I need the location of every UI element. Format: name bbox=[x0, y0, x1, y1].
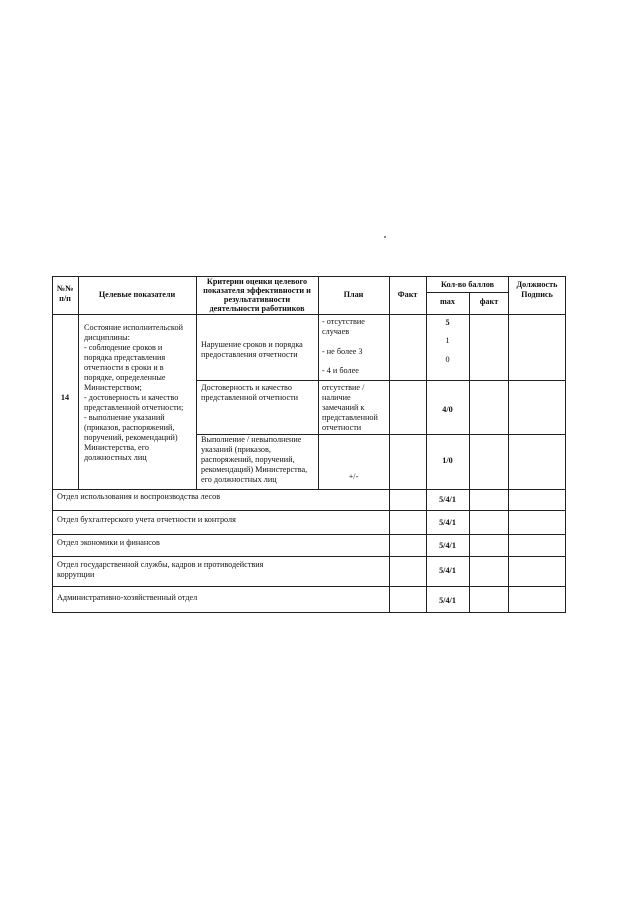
indicator-line: - достоверность и качество bbox=[84, 393, 179, 402]
criterion-line: представленной отчетности bbox=[201, 393, 299, 402]
indicator-line: поручений, рекомендаций) bbox=[84, 433, 178, 442]
criterion-line: предоставления отчетности bbox=[201, 350, 298, 359]
header-num-line2: п/п bbox=[59, 294, 71, 303]
criterion-line: распоряжений, поручений, bbox=[201, 455, 295, 464]
department-max: 5/4/1 bbox=[439, 596, 456, 605]
criterion-line: указаний (приказов, bbox=[201, 445, 271, 454]
header-criteria-line4: деятельности работников bbox=[209, 304, 305, 313]
plan-line: - отсутствие bbox=[322, 317, 365, 326]
header-criteria-line2: показателя эффективности и bbox=[203, 286, 311, 295]
department-max: 5/4/1 bbox=[439, 541, 456, 550]
plan-line: - не более 3 bbox=[322, 347, 363, 356]
header-signature-line2: Подпись bbox=[521, 290, 553, 299]
indicator-line: порядка представления bbox=[84, 353, 166, 362]
indicator-line: - соблюдение сроков и bbox=[84, 343, 163, 352]
max-score: 5 bbox=[445, 318, 450, 327]
criterion-line: его должностных лиц bbox=[201, 475, 277, 484]
header-fact: Факт bbox=[397, 290, 418, 299]
header-criteria-line3: результативности bbox=[223, 295, 291, 304]
header-max: max bbox=[439, 297, 455, 306]
header-fact-points: факт bbox=[479, 297, 499, 306]
department-max: 5/4/1 bbox=[439, 566, 456, 575]
indicator-line: представленной отчетности; bbox=[84, 403, 184, 412]
plan-line: - 4 и более bbox=[322, 366, 359, 375]
plan-line: отсутствие / bbox=[322, 383, 365, 392]
indicator-line: должностных лиц bbox=[84, 453, 147, 462]
header-criteria-line1: Критерии оценки целевого bbox=[206, 277, 308, 286]
department-name: Отдел государственной службы, кадров и противодействия bbox=[57, 560, 264, 569]
department-name: Отдел использования и воспроизводства лесов bbox=[57, 492, 221, 501]
criterion-line: Нарушение сроков и порядка bbox=[201, 340, 303, 349]
criterion-line: рекомендаций) Министерства, bbox=[201, 465, 308, 474]
plan-line: случаев bbox=[322, 327, 350, 336]
indicator-line: отчетности в сроки и в bbox=[84, 363, 164, 372]
plan-line: наличие bbox=[322, 393, 351, 402]
indicator-line: Министерства, его bbox=[84, 443, 149, 452]
department-max: 5/4/1 bbox=[439, 518, 456, 527]
indicator-line: (приказов, распоряжений, bbox=[84, 423, 175, 432]
plan-line: отчетности bbox=[322, 423, 362, 432]
indicator-line: дисциплины: bbox=[84, 333, 130, 342]
department-name: Отдел бухгалтерского учета отчетности и контроля bbox=[57, 515, 236, 524]
department-name: Отдел экономики и финансов bbox=[57, 538, 160, 547]
plan-line: замечаний к bbox=[322, 403, 365, 412]
header-signature-line1: Должность bbox=[516, 280, 558, 289]
max-score: 1 bbox=[445, 336, 450, 345]
max-score: 4/0 bbox=[442, 405, 453, 414]
department-max: 5/4/1 bbox=[439, 495, 456, 504]
department-name: коррупции bbox=[57, 570, 95, 579]
header-num-line1: №№ bbox=[56, 284, 74, 293]
header-plan: План bbox=[343, 290, 364, 299]
indicator-line: порядке, определенные bbox=[84, 373, 166, 382]
criterion-line: Выполнение / невыполнение bbox=[201, 435, 302, 444]
plan-line: +/- bbox=[348, 472, 359, 481]
plan-line: представленной bbox=[322, 413, 378, 422]
indicator-line: Министерством; bbox=[84, 383, 142, 392]
department-name: Административно-хозяйственный отдел bbox=[57, 593, 198, 602]
criterion-line: Достоверность и качество bbox=[201, 383, 292, 392]
header-points: Кол-во баллов bbox=[440, 280, 495, 289]
indicator-line: Состояние исполнительской bbox=[84, 323, 183, 332]
max-score: 0 bbox=[445, 355, 450, 364]
max-score: 1/0 bbox=[442, 456, 453, 465]
row-number: 14 bbox=[60, 393, 70, 402]
indicator-line: - выполнение указаний bbox=[84, 413, 165, 422]
header-targets: Целевые показатели bbox=[98, 290, 176, 299]
